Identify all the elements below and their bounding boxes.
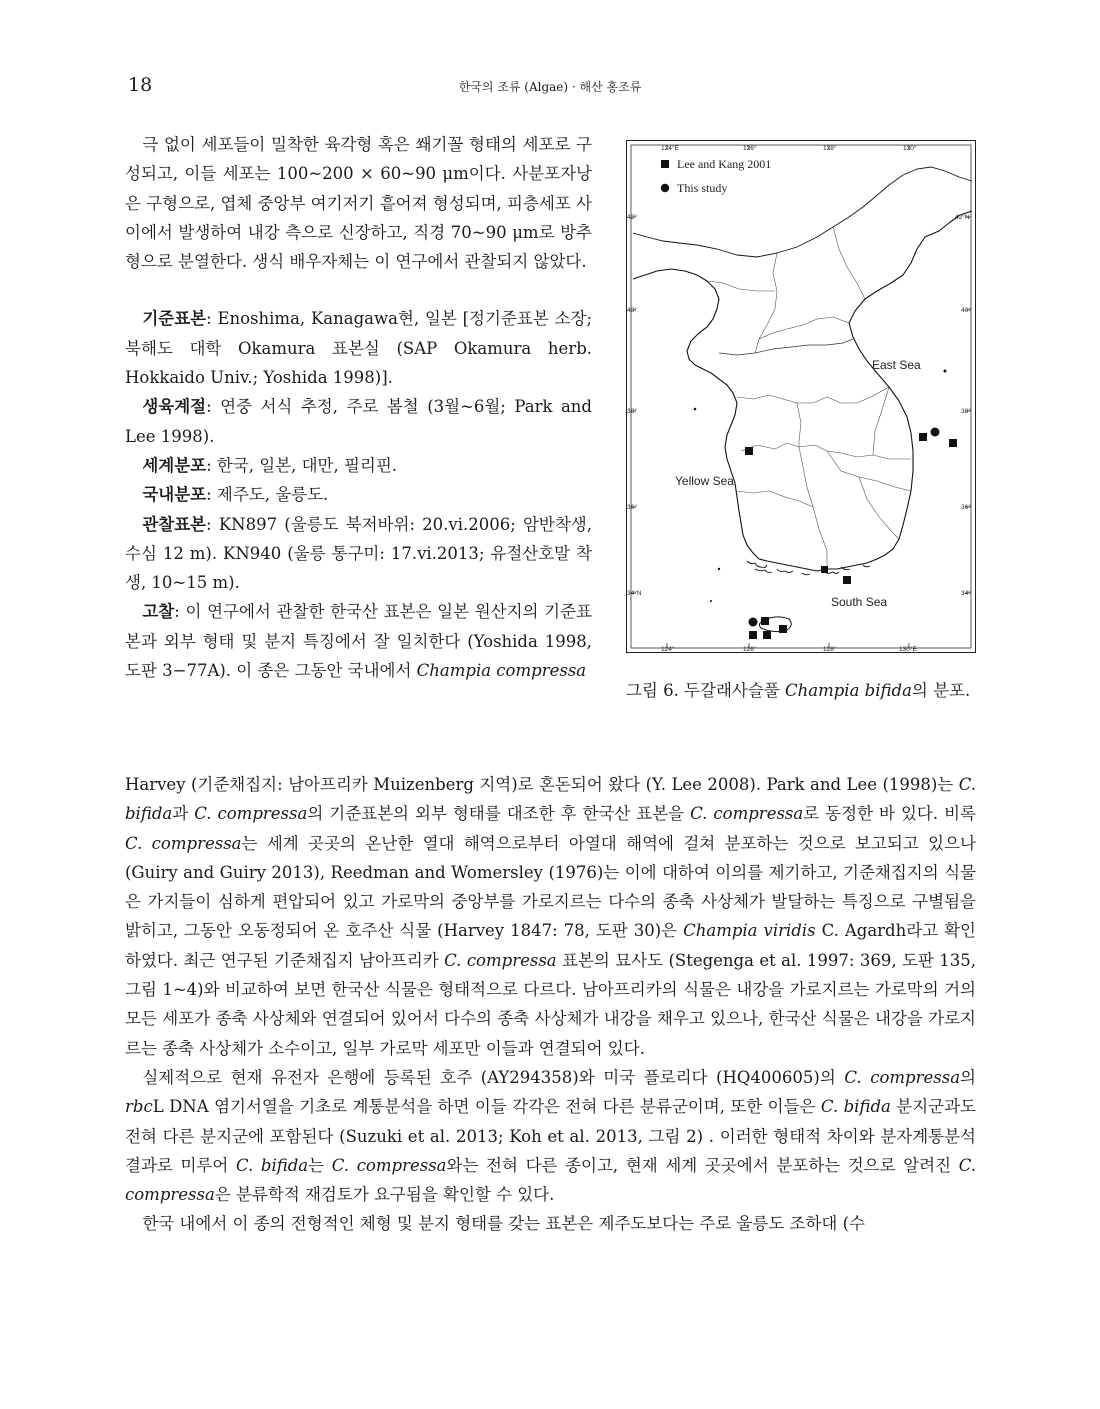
lat-label-right: 38°: [961, 408, 971, 415]
discussion-start: [125, 597, 592, 685]
running-title: 한국의 조류 (Algae) · 해산 홍조류: [458, 80, 642, 94]
text-run: 와는 전혀 다른 종이고, 현재 세계 곳곳에서 분포하는 것으로 알려진: [446, 1155, 959, 1175]
map-inner-border: [631, 145, 971, 648]
text-run: 과: [172, 804, 195, 824]
distribution-map: [626, 140, 976, 653]
record-square-marker: [821, 566, 828, 573]
graticule-ticks: [631, 145, 971, 648]
record-square-marker: [949, 439, 957, 447]
lon-label-bottom: 124°: [661, 646, 675, 653]
entry-text: : Enoshima, Kanagawa현, 일본 [정기준표본 소장; 북해도 대학 Okamura 표본실 (SAP Okamura herb. Hokkaido Univ.; Yoshida 1998)].: [125, 309, 592, 388]
map-legend: [661, 157, 772, 195]
molecular-paragraph: [125, 1063, 976, 1209]
text-run: 는: [308, 1155, 332, 1175]
gene-name: rbc: [125, 1097, 153, 1117]
species-name: Champia compressa: [416, 661, 587, 681]
entry-label: 관찰표본: [142, 514, 207, 534]
entry-label: 생육계절: [142, 397, 207, 417]
entry-label: 국내분포: [142, 485, 207, 505]
text-run: Harvey (기준채집지: 남아프리카 Muizenberg 지역)로 혼돈되어 왔다 (Y. Lee 2008). Park and Lee (1998)는: [125, 775, 959, 794]
entry-type-specimen: [125, 304, 592, 392]
legend-square-marker: [661, 160, 669, 168]
discussion-text: : 이 연구에서 관찰한 한국산 표본은 일본 원산지의 기준표본과 외부 형태 및 분지 특징에서 잘 일치한다 (Yoshida 1998, 도판 3−77A). 이 종은 그동안 국내에서: [125, 602, 592, 681]
text-run: 표본의 묘사도 (Stegenga et al. 1997: 369, 도판 135, 그림 1~4)와 비교하여 보면 한국산 식물은 형태적으로 다르다. 남아프리카의 식물은 내강을 가로지르는 가로막의 거의 모든 세포가 종축 사상체와 연결되어 있어서 다수의 종축 사상체가 내강을 채우고 있으나, 한국산 식물은 내강을 가로지르는 종축 사상체가 소수이고, 일부 가로막 세포만 이들과 연결되어 있다.: [125, 950, 976, 1058]
entry-text: : 한국, 일본, 대만, 필리핀.: [206, 455, 398, 475]
record-square-marker: [843, 576, 851, 584]
lat-label-right: 42°N: [955, 214, 970, 221]
record-square-marker: [745, 447, 753, 455]
entry-korea-distribution: [125, 480, 592, 509]
text-run: 실제적으로 현재 유전자 은행에 등록된 호주 (AY294358)와 미국 플로리다 (HQ400605)의: [142, 1067, 845, 1087]
sea-label-yellow: Yellow Sea: [675, 474, 734, 488]
entry-text: : KN897 (울릉도 북저바위: 20.vi.2006; 암반착생, 수심 12 m). KN940 (울릉 통구미: 17.vi.2013; 유절산호말 착생, 10~15 m).: [125, 514, 592, 593]
lon-label-top: 130°: [903, 145, 917, 152]
caption-prefix: 그림 6. 두갈래사슬풀: [626, 681, 785, 700]
lat-label-right: 40°: [961, 307, 971, 314]
lat-label-left: 34°N: [627, 590, 642, 597]
lat-label-right: 34°: [961, 590, 971, 597]
species-name: C. compressa: [690, 804, 804, 824]
species-name: C. compressa: [125, 833, 242, 853]
final-paragraph: 한국 내에서 이 종의 전형적인 체형 및 분지 형태를 갖는 표본은 제주도보다는 주로 울릉도 조하대 (수: [142, 1214, 865, 1234]
text-run: 로 동정한 바 있다. 비록: [803, 804, 976, 824]
lat-label-left: 42°: [627, 214, 637, 221]
lat-label-left: 38°: [627, 408, 637, 415]
record-square-marker: [779, 625, 787, 633]
text-run: 분지군과도 전혀 다른 분지군에 포함된다 (Suzuki et al. 2013; Koh et al. 2013, 그림 2) . 이러한 형태적 차이와 분자계통분석 결과로 미루어: [125, 1097, 976, 1175]
sea-label-east: East Sea: [872, 358, 921, 372]
record-circle-marker: [749, 618, 758, 627]
figure-caption: [626, 676, 978, 705]
text-run: C. Agardh라고 확인하였다. 최근 연구된 기준채집지 남아프리카: [125, 921, 976, 970]
species-name: C. bifida: [125, 775, 976, 824]
species-name: C. compressa: [844, 1067, 961, 1087]
lon-label-top: 128°: [823, 145, 837, 152]
lat-label-right: 36°: [961, 504, 971, 511]
caption-species: Champia bifida: [785, 681, 912, 700]
lon-label-top: 124°E: [661, 145, 679, 152]
lon-label-bottom: 126°: [743, 646, 757, 653]
species-name: Champia viridis: [683, 921, 816, 941]
korea-peninsula-outline: [633, 211, 972, 571]
record-circle-marker: [931, 428, 940, 437]
record-square-marker: [919, 433, 927, 441]
species-name: C. compressa: [125, 1155, 976, 1205]
entry-label: 세계분포: [142, 455, 207, 475]
caption-suffix: 의 분포.: [911, 681, 971, 700]
species-name: C. bifida: [820, 1097, 891, 1117]
description-paragraph: 극 없이 세포들이 밀착한 육각형 혹은 쐐기꼴 형태의 세포로 구성되고, 이들 세포는 100~200 × 60~90 μm이다. 사분포자낭은 구형으로, 엽체 중앙부 여기저기 흩어져 형성되며, 피층세포 사이에서 발생하여 내강 측으로 신장하고, 직경 70~90 μm로 방추형으로 분열한다. 생식 배우자체는 이 연구에서 관찰되지 않았다.: [125, 135, 592, 272]
map-svg: [627, 141, 976, 653]
province-boundaries: [707, 227, 911, 569]
full-width-text: [125, 770, 976, 1239]
discussion-label: 고찰: [142, 602, 175, 622]
species-name: C. compressa: [194, 804, 308, 824]
page-number: 18: [128, 74, 153, 96]
graticule-labels: [627, 144, 971, 653]
southern-islands: [747, 561, 870, 575]
text-run: 은 분류학적 재검토가 요구됨을 확인할 수 있다.: [214, 1185, 555, 1205]
entry-label: 기준표본: [142, 309, 207, 329]
species-name: C. compressa: [444, 950, 557, 970]
lon-label-bottom: 130°E: [899, 646, 917, 653]
record-square-marker: [761, 617, 769, 625]
legend-circle-marker: [661, 184, 669, 192]
lon-label-bottom: 128°: [823, 646, 837, 653]
text-run: 의: [960, 1067, 976, 1087]
record-square-marker: [749, 631, 757, 639]
lat-label-left: 36°: [627, 504, 637, 511]
discussion-continued: [125, 770, 976, 1063]
record-square-marker: [763, 631, 771, 639]
text-run: 의 기준표본의 외부 형태를 대조한 후 한국산 표본을: [307, 804, 691, 824]
legend-label-lee-kang: Lee and Kang 2001: [677, 157, 772, 171]
entry-text: : 연중 서식 추정, 주로 봄철 (3월~6월; Park and Lee 1998).: [125, 397, 592, 446]
entry-examined-specimens: [125, 510, 592, 598]
dmz-line: [719, 339, 853, 355]
lat-label-left: 40°: [627, 307, 637, 314]
species-name: C. compressa: [331, 1155, 447, 1175]
legend-label-this-study: This study: [677, 181, 728, 195]
sea-label-south: South Sea: [831, 595, 888, 609]
entry-season: [125, 392, 592, 451]
text-run: 는 세계 곳곳의 온난한 열대 해역으로부터 아열대 해역에 걸쳐 분포하는 것으로 보고되고 있으나 (Guiry and Guiry 2013), Reedman and Womersley (1976)는 이에 대하여 이의를 제기하고, 기준채집지의 식물은 가지들이 심하게 편압되어 있고 가로막의 중앙부를 가로지르는 다수의 종축 사상체가 발달하는 특징으로 구별됨을 밝히고, 그동안 오동정되어 온 호주산 식물 (Harvey 1847: 78, 도판 30)은: [125, 833, 976, 941]
left-column: [125, 130, 592, 685]
entry-world-distribution: [125, 451, 592, 480]
species-name: C. bifida: [235, 1155, 309, 1175]
entry-text: : 제주도, 울릉도.: [206, 485, 329, 505]
text-run: L DNA 염기서열을 기초로 계통분석을 하면 이들 각각은 전혀 다른 분류군이며, 또한 이들은: [152, 1097, 821, 1117]
lon-label-top: 126°: [743, 145, 757, 152]
